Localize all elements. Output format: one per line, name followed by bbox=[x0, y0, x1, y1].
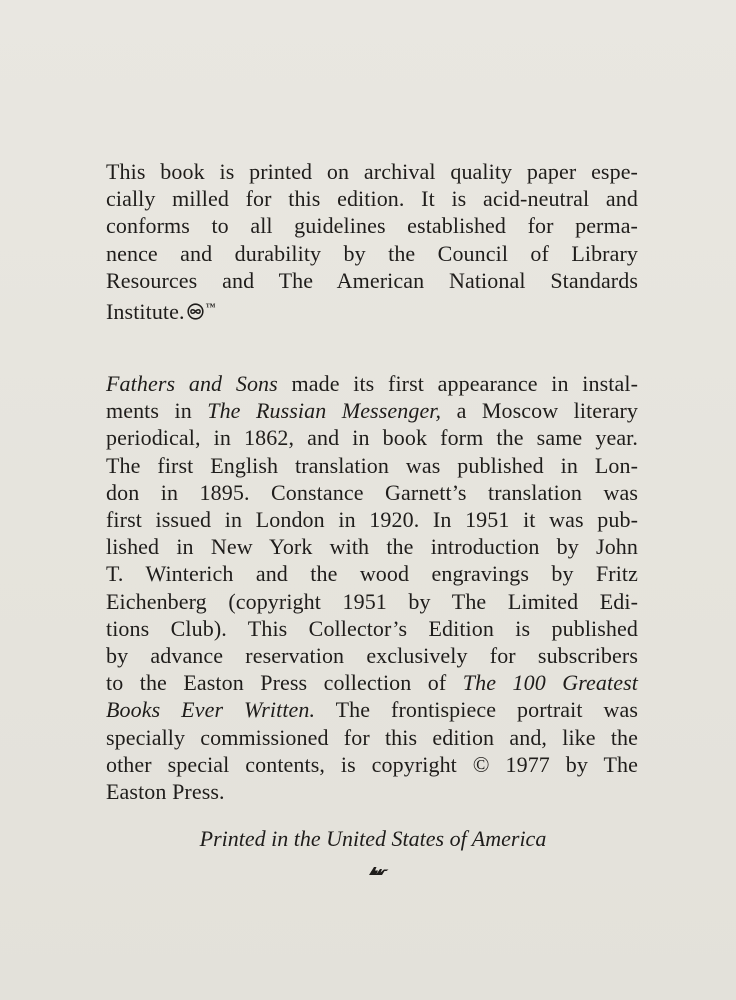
book-title: Fathers and Sons bbox=[106, 371, 278, 396]
history-line bbox=[106, 397, 638, 424]
history-line: tions Club). This Collector’s Edition is published bbox=[106, 615, 638, 641]
history-line: by advance reservation exclusively for subscribers bbox=[106, 643, 638, 669]
history-text: a Moscow literary bbox=[441, 398, 638, 424]
notice-line: cially milled for this edition. It is acid-neutral and bbox=[106, 186, 638, 212]
history-line: first issued in London in 1920. In 1951 it was pub- bbox=[106, 507, 638, 533]
history-line: other special contents, is copyright © 1977 by The bbox=[106, 751, 638, 777]
notice-line: Institute. bbox=[106, 299, 185, 325]
history-line: periodical, in 1862, and in book form the same year. bbox=[106, 425, 638, 451]
periodical-title: The Russian Messenger, bbox=[207, 398, 442, 424]
history-line: lished in New York with the introduction by John bbox=[106, 534, 638, 560]
history-text: ments in bbox=[106, 398, 208, 424]
history-line bbox=[106, 370, 638, 397]
history-line: specially commissioned for this edition and, like the bbox=[106, 724, 638, 750]
history-line: T. Winterich and the wood engravings by Fritz bbox=[106, 561, 638, 587]
collection-title: Books Ever Written. bbox=[106, 697, 316, 723]
history-line bbox=[106, 696, 638, 723]
history-line: The first English translation was published in Lon- bbox=[106, 452, 638, 478]
history-line: Eichenberg (copyright 1951 by The Limited Edi- bbox=[106, 588, 638, 614]
printer-ornament-icon bbox=[368, 864, 390, 878]
history-text: The frontispiece portrait was bbox=[315, 697, 638, 723]
notice-line: This book is printed on archival quality paper espe- bbox=[106, 159, 638, 184]
publication-history bbox=[106, 370, 638, 805]
notice-line: Resources and The American National Standards bbox=[106, 267, 638, 293]
trademark-symbol: ™ bbox=[205, 302, 216, 314]
history-line: Easton Press. bbox=[106, 779, 225, 805]
history-text: made its first appearance in instal- bbox=[277, 371, 638, 396]
printed-in-statement: Printed in the United States of America bbox=[199, 826, 547, 851]
infinity-circle-icon bbox=[187, 303, 204, 320]
archival-paper-notice bbox=[106, 158, 638, 325]
collection-title: The 100 Greatest bbox=[462, 670, 638, 696]
history-line bbox=[106, 669, 638, 696]
notice-last-line bbox=[106, 294, 638, 325]
history-line: don in 1895. Constance Garnett’s translation was bbox=[106, 479, 638, 505]
notice-line: conforms to all guidelines established for perma- bbox=[106, 213, 638, 239]
history-text: to the Easton Press collection of bbox=[106, 670, 463, 696]
notice-line: nence and durability by the Council of Library bbox=[106, 240, 638, 266]
